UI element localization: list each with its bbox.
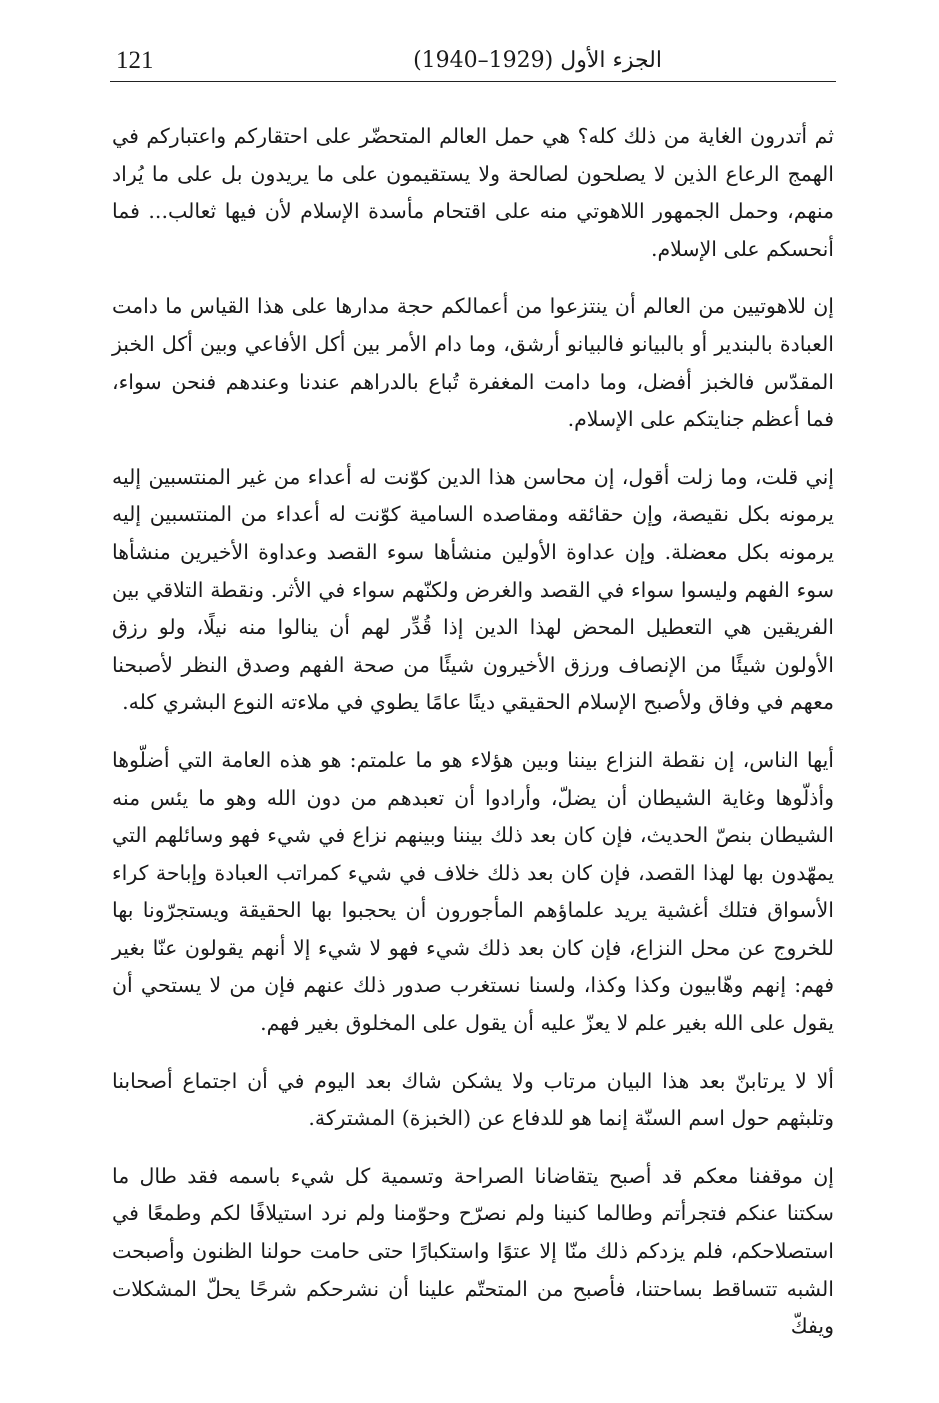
body-text	[112, 118, 834, 1346]
paragraph: ثم أتدرون الغاية من ذلك كله؟ هي حمل العالم المتحضّر على احتقاركم واعتباركم في الهمج الرعاع الذين لا يصلحون لصالحة ولا يستقيمون على ما يريدون بل على ما يُراد منهم، وحمل الجمهور اللاهوتي منه على اقتحام مأسدة الإسلام لأن فيها ثعالب... فما أنحسكم على الإسلام.	[112, 124, 834, 261]
paragraph: ألا لا يرتابنّ بعد هذا البيان مرتاب ولا يشكن شاك بعد اليوم في أن اجتماع أصحابنا وتلبثهم حول اسم السنّة إنما هو للدفاع عن (الخبزة) المشتركة.	[112, 1068, 834, 1131]
paragraph: إن للاهوتيين من العالم أن ينتزعوا من أعمالكم حجة مدارها على هذا القياس ما دامت العبادة بالبندير أو بالبيانو فالبيانو أرشق، وما دام الأمر بين أكل الأفاعي وبين أكل الخبز المقدّس فالخبز أفضل، وما دامت المغفرة تُباع بالدراهم عندنا وعندهم فنحن سواء، فما أعظم جنايتكم على الإسلام.	[112, 294, 834, 432]
paragraph: إني قلت، وما زلت أقول، إن محاسن هذا الدين كوّنت له أعداء من غير المنتسبين إليه يرمونه بكل نقيصة، وإن حقائقه ومقاصده السامية كوّنت له أعداء من المنتسبين إليه يرمونه بكل معضلة. وإن عداوة الأولين منشأها سوء القصد وعداوة الأخيرين منشأها سوء الفهم وليسوا سواء في القصد والغرض ولكنّهم سواء في الأثر. ونقطة التلاقي بين الفريقين هي التعطيل المحض لهذا الدين إذا قُدِّر لهم أن ينالوا منه نيلًا، ولو رزق الأولون شيئًا من الإنصاف ورزق الأخيرون شيئًا من صحة الفهم وصدق النظر لأصبحنا معهم في وفاق ولأصبح الإسلام الحقيقي دينًا عامًا يطوي في ملاءته النوع البشري كله.	[112, 464, 834, 715]
paragraph: أيها الناس، إن نقطة النزاع بيننا وبين هؤلاء هو ما علمتم: هو هذه العامة التي أضلّوها وأذلّوها وغاية الشيطان أن يضلّ، وأرادوا أن تعبدهم من دون الله وهو ما يئس منه الشيطان بنصّ الحديث، فإن كان بعد ذلك بيننا وبينهم نزاع في شيء فهو وسائلهم التي يمهّدون بها لهذا القصد، فإن كان بعد ذلك خلاف في شيء كمراتب العبادة وإباحة كراء الأسواق فتلك أغشية يريد علماؤهم المأجورون أن يحجبوا بها الحقيقة ويستجرّونا بها للخروج عن محل النزاع، فإن كان بعد ذلك شيء فهو لا شيء إلا أنهم يقولون عنّا بغير فهم: إنهم وهّابيون وكذا وكذا، ولسنا نستغرب صدور ذلك عنهم فإن من لا يستحي أن يقول على الله بغير علم لا يعزّ عليه أن يقول على المخلوق بغير فهم.	[112, 747, 834, 1036]
page-number: 121	[116, 47, 154, 74]
page-header	[110, 40, 832, 80]
running-head: الجزء الأول (1929–1940)	[413, 48, 662, 73]
paragraph: إن موقفنا معكم قد أصبح يتقاضانا الصراحة وتسمية كل شيء باسمه فقد طال ما سكتنا عنكم فتجرأتم وطالما كنينا ولم نصرّح وحوّمنا ولم نرد استيلافًا لكم وطمعًا في استصلاحكم، فلم يزدكم ذلك منّا إلا عتوًا واستكبارًا حتى حامت حولنا الظنون وأصبحت الشبه تتساقط بساحتنا، فأصبح من المتحتّم علينا أن نشرحكم شرحًا يحلّ المشكلات ويفكّ	[112, 1163, 834, 1339]
header-rule	[110, 81, 836, 82]
